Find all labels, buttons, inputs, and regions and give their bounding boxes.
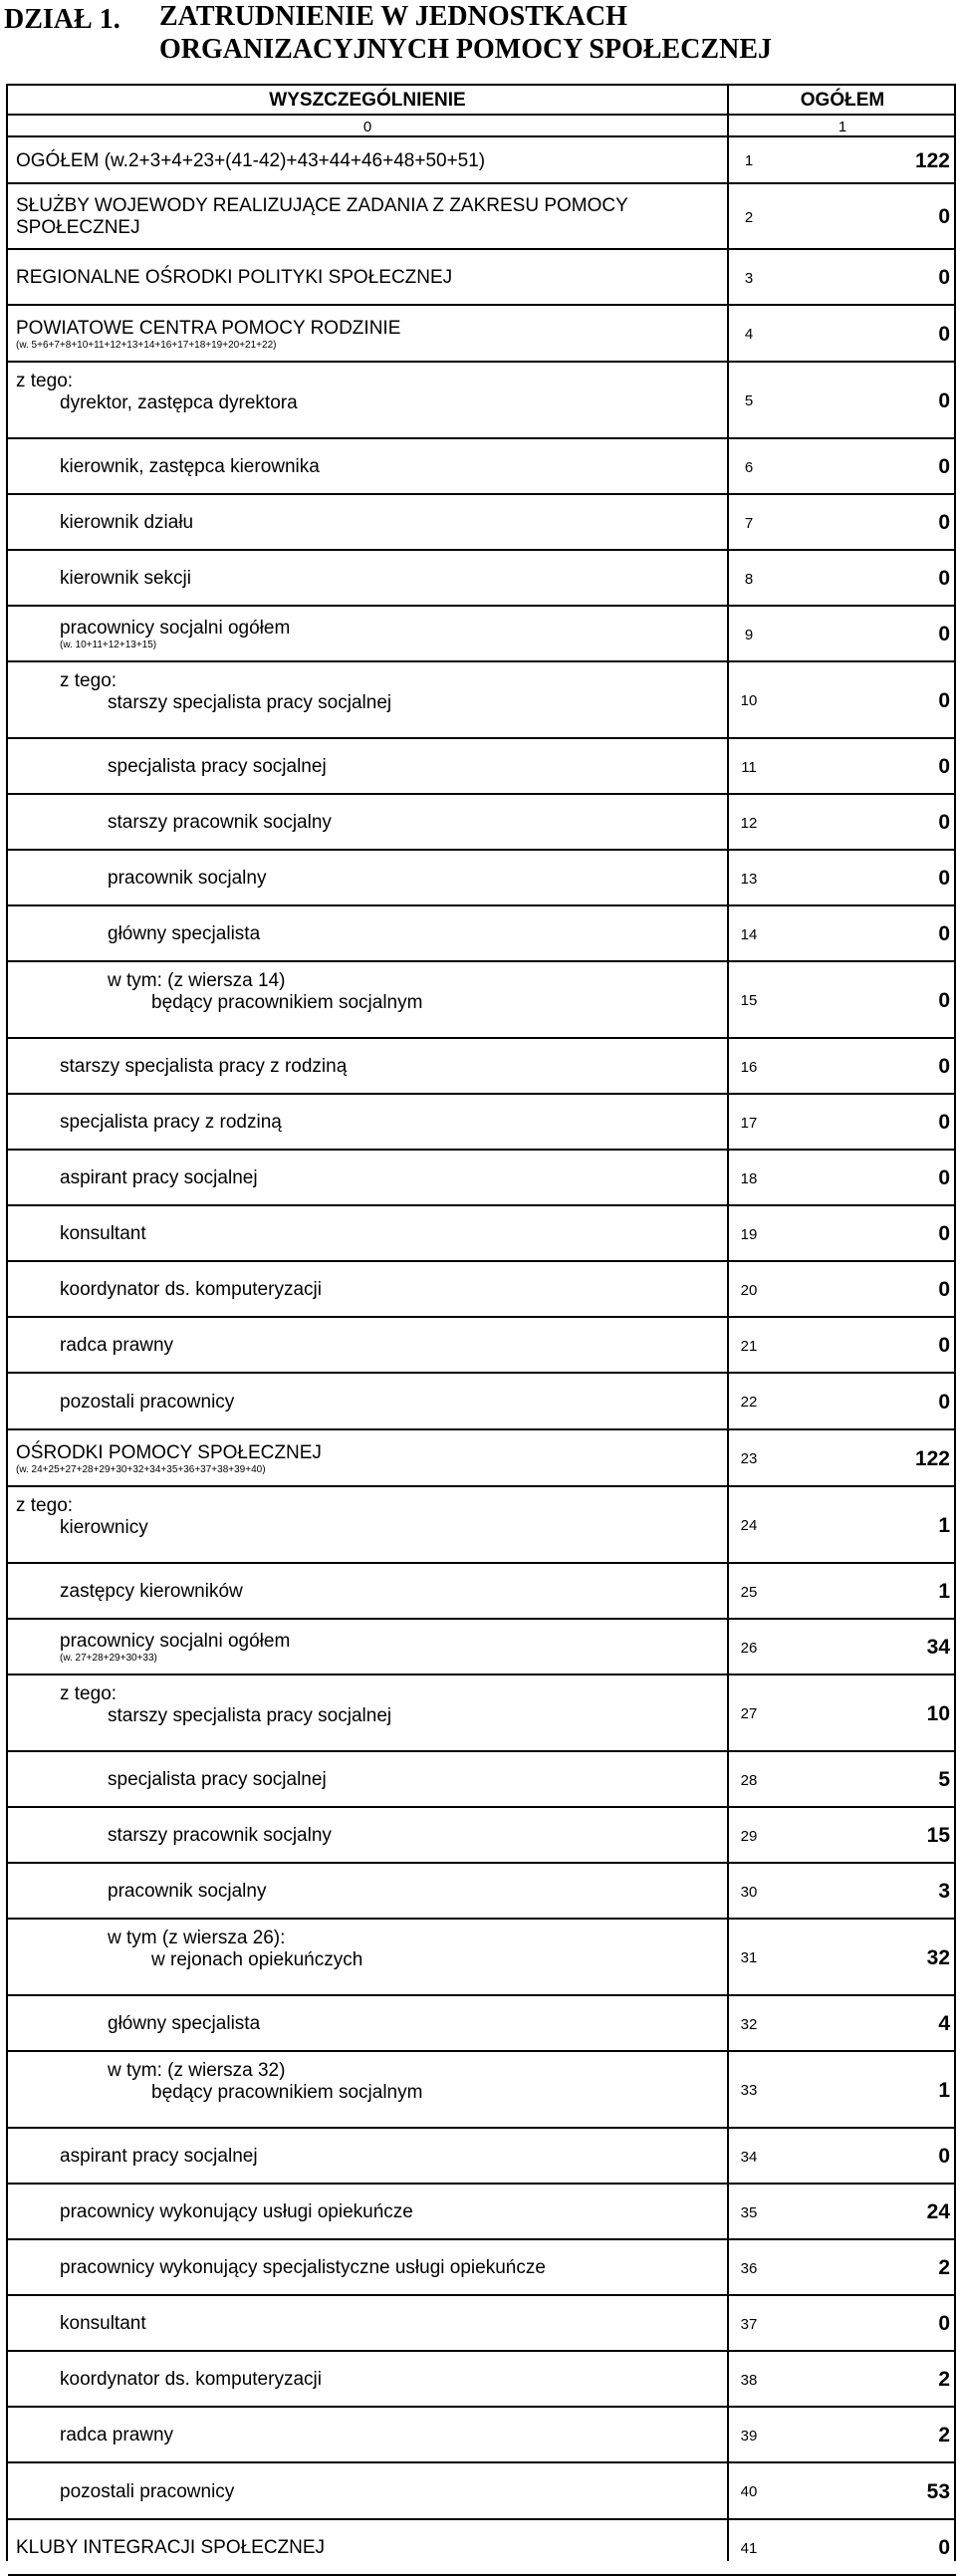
row-label [8, 1752, 723, 1808]
table-row [8, 1095, 956, 1151]
row-label-text: SŁUŻBY WOJEWODY REALIZUJĄCE ZADANIA Z ZAKRESU POMOCY SPOŁECZNEJ [16, 195, 628, 238]
table-row [8, 1151, 956, 1206]
row-number: 10 [740, 692, 758, 709]
row-total-value: 2 [938, 2256, 950, 2279]
row-label [8, 962, 723, 1039]
row-label-text: pozostali pracownicy [60, 1391, 235, 1413]
table-row [8, 1996, 956, 2052]
row-total-value: 0 [938, 867, 950, 890]
row-label-text: będący pracownikiem socjalnym [151, 992, 423, 1013]
row-total-value: 0 [938, 1222, 950, 1245]
row-number: 21 [740, 1337, 758, 1355]
row-total-value: 0 [938, 2312, 950, 2335]
row-total-value: 1 [938, 1580, 950, 1603]
row-number: 24 [740, 1517, 758, 1534]
row-total-value: 32 [926, 1945, 950, 1969]
row-label-text: POWIATOWE CENTRA POMOCY RODZINIE [16, 317, 401, 339]
table-row [8, 2129, 956, 2185]
row-total-value: 0 [938, 1111, 950, 1134]
row-label-note: (w. 10+11+12+13+15) [60, 640, 157, 650]
row-number: 5 [744, 392, 754, 409]
row-total-value: 0 [938, 455, 950, 478]
table-row [8, 1675, 956, 1752]
table-row [8, 2352, 956, 2408]
row-label [8, 2240, 723, 2296]
row-total-value: 24 [926, 2200, 950, 2223]
row-label-text: pracownicy wykonujący specjalistyczne usługi opiekuńcze [60, 2257, 546, 2278]
row-total-value: 0 [938, 922, 950, 945]
row-label-prefix: w tym (z wiersza 26): [108, 1928, 286, 1948]
row-number: 20 [740, 1281, 758, 1299]
row-label [8, 739, 723, 795]
table-row [8, 1920, 956, 1996]
table-row [8, 184, 956, 250]
row-label [8, 662, 723, 739]
row-label-note: (w. 27+28+29+30+33) [60, 1653, 157, 1664]
row-label-text: starszy specjalista pracy socjalnej [108, 1705, 392, 1726]
row-label-text: pracownicy socjalni ogółem [60, 618, 291, 639]
table-row [8, 1864, 956, 1920]
row-label-text: kierownicy [60, 1517, 148, 1538]
row-label [8, 1262, 723, 1318]
section-title-line-1: ZATRUDNIENIE W JEDNOSTKACH [159, 1, 627, 32]
table-row [8, 1620, 956, 1675]
row-number: 22 [740, 1394, 758, 1411]
row-number: 29 [740, 1827, 758, 1845]
row-total-value: 0 [938, 1166, 950, 1189]
row-number: 19 [740, 1225, 758, 1243]
table-row [8, 607, 956, 662]
row-total-value: 2 [938, 2424, 950, 2447]
row-label-text: starszy pracownik socjalny [108, 812, 332, 833]
row-label-prefix: z tego: [16, 371, 74, 391]
row-number: 16 [740, 1058, 758, 1076]
row-number: 3 [744, 269, 754, 287]
row-total-value: 15 [926, 1824, 950, 1847]
table-row [8, 962, 956, 1039]
section-title [159, 0, 772, 66]
row-label [8, 1864, 723, 1920]
row-label [8, 1487, 723, 1564]
column-divider-spec [727, 86, 729, 2561]
row-label [8, 137, 723, 184]
section-number: DZIAŁ 1. [4, 4, 120, 35]
row-label-text: konsultant [60, 2313, 146, 2334]
table-row [8, 551, 956, 607]
row-number: 13 [740, 870, 758, 888]
row-label-text: kierownik, zastępca kierownika [60, 456, 320, 477]
row-number: 17 [740, 1114, 758, 1132]
table-row [8, 439, 956, 495]
table-row [8, 662, 956, 739]
table-index-row [8, 116, 956, 137]
row-label-prefix: z tego: [60, 670, 118, 691]
section-title-line-2: ORGANIZACYJNYCH POMOCY SPOŁECZNEJ [159, 34, 772, 65]
row-label-text: kierownik sekcji [60, 568, 191, 589]
row-label [8, 2463, 723, 2520]
table-row [8, 906, 956, 962]
row-total-value: 0 [938, 205, 950, 228]
row-number: 35 [740, 2203, 758, 2221]
table-row [8, 2296, 956, 2352]
table-row [8, 1318, 956, 1374]
row-label-text: w rejonach opiekuńczych [151, 1949, 363, 1970]
row-number: 39 [740, 2427, 758, 2445]
header-total-index: 1 [837, 118, 847, 135]
row-label-text: pracownicy socjalni ogółem [60, 1631, 291, 1652]
row-label [8, 363, 723, 439]
table-row [8, 2240, 956, 2296]
row-total-value: 0 [938, 1055, 950, 1078]
row-label-prefix: z tego: [60, 1683, 118, 1704]
row-number: 4 [744, 326, 754, 343]
row-label [8, 1039, 723, 1095]
table-row [8, 795, 956, 851]
row-total-value: 2 [938, 2368, 950, 2391]
table-row [8, 1374, 956, 1430]
row-label [8, 306, 723, 363]
row-label [8, 2052, 723, 2129]
table-row [8, 306, 956, 363]
row-total-value: 0 [938, 1334, 950, 1357]
row-total-value: 0 [938, 1390, 950, 1414]
row-total-value: 0 [938, 511, 950, 534]
row-label-text: OGÓŁEM (w.2+3+4+23+(41-42)+43+44+46+48+50+51) [16, 149, 486, 171]
row-number: 18 [740, 1169, 758, 1187]
row-label-text: pracownik socjalny [108, 868, 267, 889]
table-row [8, 250, 956, 306]
row-label [8, 1808, 723, 1864]
row-label [8, 495, 723, 551]
row-label-text: aspirant pracy socjalnej [60, 1167, 258, 1188]
row-label-text: główny specjalista [108, 923, 261, 944]
row-label [8, 1095, 723, 1151]
row-total-value: 34 [926, 1636, 950, 1659]
row-label [8, 2408, 723, 2463]
table-row [8, 1430, 956, 1487]
row-number: 8 [744, 570, 754, 588]
row-label-text: starszy specjalista pracy z rodziną [60, 1056, 348, 1077]
row-number: 27 [740, 1705, 758, 1722]
row-label [8, 1620, 723, 1675]
row-label-text: główny specjalista [108, 2013, 261, 2034]
row-label-prefix: w tym: (z wiersza 32) [108, 2060, 286, 2081]
row-total-value: 3 [938, 1880, 950, 1903]
row-number: 2 [744, 208, 754, 226]
row-label-text: kierownik działu [60, 512, 194, 533]
table-row [8, 851, 956, 906]
table-row [8, 137, 956, 184]
employment-table [6, 84, 956, 2561]
row-number: 1 [744, 152, 754, 169]
row-label-text: pracownicy wykonujący usługi opiekuńcze [60, 2201, 413, 2222]
row-label-text: REGIONALNE OŚRODKI POLITYKI SPOŁECZNEJ [16, 267, 453, 288]
row-number: 7 [744, 514, 754, 532]
table-header-row [8, 86, 956, 116]
row-label [8, 1430, 723, 1487]
row-label-text: specjalista pracy socjalnej [108, 1769, 327, 1790]
table-row [8, 2185, 956, 2240]
table-row [8, 1039, 956, 1095]
row-total-value: 0 [938, 988, 950, 1012]
row-total-value: 53 [926, 2479, 950, 2503]
row-number: 38 [740, 2371, 758, 2389]
table-row [8, 1752, 956, 1808]
row-label-text: specjalista pracy z rodziną [60, 1112, 282, 1133]
row-label [8, 250, 723, 306]
row-label [8, 439, 723, 495]
row-label [8, 1151, 723, 1206]
table-row [8, 2520, 956, 2576]
row-number: 30 [740, 1883, 758, 1901]
row-label-text: radca prawny [60, 2425, 174, 2446]
row-label [8, 2352, 723, 2408]
row-label-text: pozostali pracownicy [60, 2480, 235, 2502]
table-row [8, 495, 956, 551]
row-label [8, 1996, 723, 2052]
row-label-text: konsultant [60, 1223, 146, 1244]
row-label [8, 851, 723, 906]
row-label-prefix: z tego: [16, 1495, 74, 1516]
table-row [8, 1206, 956, 1262]
row-label-text: starszy specjalista pracy socjalnej [108, 692, 392, 713]
row-label-text: pracownik socjalny [108, 1881, 267, 1902]
row-label-text: radca prawny [60, 1335, 174, 1356]
row-number: 32 [740, 2015, 758, 2033]
row-total-value: 10 [926, 1701, 950, 1725]
row-number: 28 [740, 1771, 758, 1789]
row-label [8, 1206, 723, 1262]
row-number: 33 [740, 2082, 758, 2099]
row-total-value: 0 [938, 567, 950, 590]
row-label-note: (w. 5+6+7+8+10+11+12+13+14+16+17+18+19+20+21+22) [16, 339, 277, 351]
row-number: 31 [740, 1949, 758, 1966]
row-label [8, 1318, 723, 1374]
row-number: 40 [740, 2483, 758, 2500]
header-specification: WYSZCZEGÓLNIENIE [269, 90, 466, 111]
row-label [8, 2185, 723, 2240]
row-label-prefix: w tym: (z wiersza 14) [108, 970, 286, 991]
row-total-value: 0 [938, 322, 950, 346]
row-number: 9 [744, 626, 754, 644]
row-total-value: 5 [938, 1768, 950, 1791]
table-row [8, 363, 956, 439]
row-label-text: koordynator ds. komputeryzacji [60, 1279, 322, 1300]
row-label [8, 795, 723, 851]
row-label [8, 607, 723, 662]
row-label-text: KLUBY INTEGRACJI SPOŁECZNEJ [16, 2537, 326, 2558]
row-total-value: 0 [938, 811, 950, 834]
row-label-text: OŚRODKI POMOCY SPOŁECZNEJ [16, 1441, 322, 1463]
row-total-value: 0 [938, 688, 950, 712]
row-label [8, 1374, 723, 1430]
row-number: 12 [740, 814, 758, 832]
row-total-value: 0 [938, 388, 950, 412]
header-specification-index: 0 [362, 118, 372, 135]
row-number: 14 [740, 925, 758, 943]
table-row [8, 1262, 956, 1318]
row-label [8, 1920, 723, 1996]
row-number: 36 [740, 2259, 758, 2277]
row-number: 11 [741, 758, 757, 776]
row-label-text: starszy pracownik socjalny [108, 1825, 332, 1846]
table-row [8, 1487, 956, 1564]
table-row [8, 1564, 956, 1620]
row-label [8, 184, 723, 250]
row-number: 23 [740, 1450, 758, 1467]
row-total-value: 4 [938, 2012, 950, 2035]
table-row [8, 2408, 956, 2463]
row-number: 6 [744, 458, 754, 476]
row-number: 37 [740, 2315, 758, 2333]
row-number: 15 [740, 992, 758, 1009]
row-total-value: 0 [938, 2536, 950, 2559]
row-label-text: specjalista pracy socjalnej [108, 756, 327, 777]
table-row [8, 1808, 956, 1864]
header-total: OGÓŁEM [800, 90, 885, 111]
row-label-note: (w. 24+25+27+28+29+30+32+34+35+36+37+38+39+40) [16, 1463, 266, 1475]
table-row [8, 739, 956, 795]
section-header [0, 0, 956, 82]
row-number: 26 [740, 1639, 758, 1657]
row-total-value: 0 [938, 266, 950, 289]
row-label-text: koordynator ds. komputeryzacji [60, 2369, 322, 2390]
row-total-value: 122 [914, 1446, 950, 1470]
row-total-value: 122 [914, 148, 950, 172]
row-label-text: dyrektor, zastępca dyrektora [60, 392, 298, 413]
row-label [8, 1564, 723, 1620]
row-label-text: zastępcy kierowników [60, 1581, 243, 1602]
row-total-value: 0 [938, 1278, 950, 1301]
row-total-value: 1 [938, 2078, 950, 2102]
row-total-value: 0 [938, 623, 950, 645]
row-label [8, 2296, 723, 2352]
row-number: 34 [740, 2148, 758, 2166]
table-row [8, 2052, 956, 2129]
row-label-text: aspirant pracy socjalnej [60, 2146, 258, 2167]
row-number: 41 [740, 2539, 758, 2557]
row-label [8, 2520, 723, 2576]
row-label [8, 906, 723, 962]
row-label [8, 2129, 723, 2185]
row-label-text: będący pracownikiem socjalnym [151, 2082, 423, 2103]
row-total-value: 0 [938, 755, 950, 778]
row-total-value: 1 [938, 1513, 950, 1537]
row-number: 25 [740, 1583, 758, 1601]
row-total-value: 0 [938, 2145, 950, 2168]
row-label [8, 551, 723, 607]
row-label [8, 1675, 723, 1752]
table-row [8, 2463, 956, 2520]
